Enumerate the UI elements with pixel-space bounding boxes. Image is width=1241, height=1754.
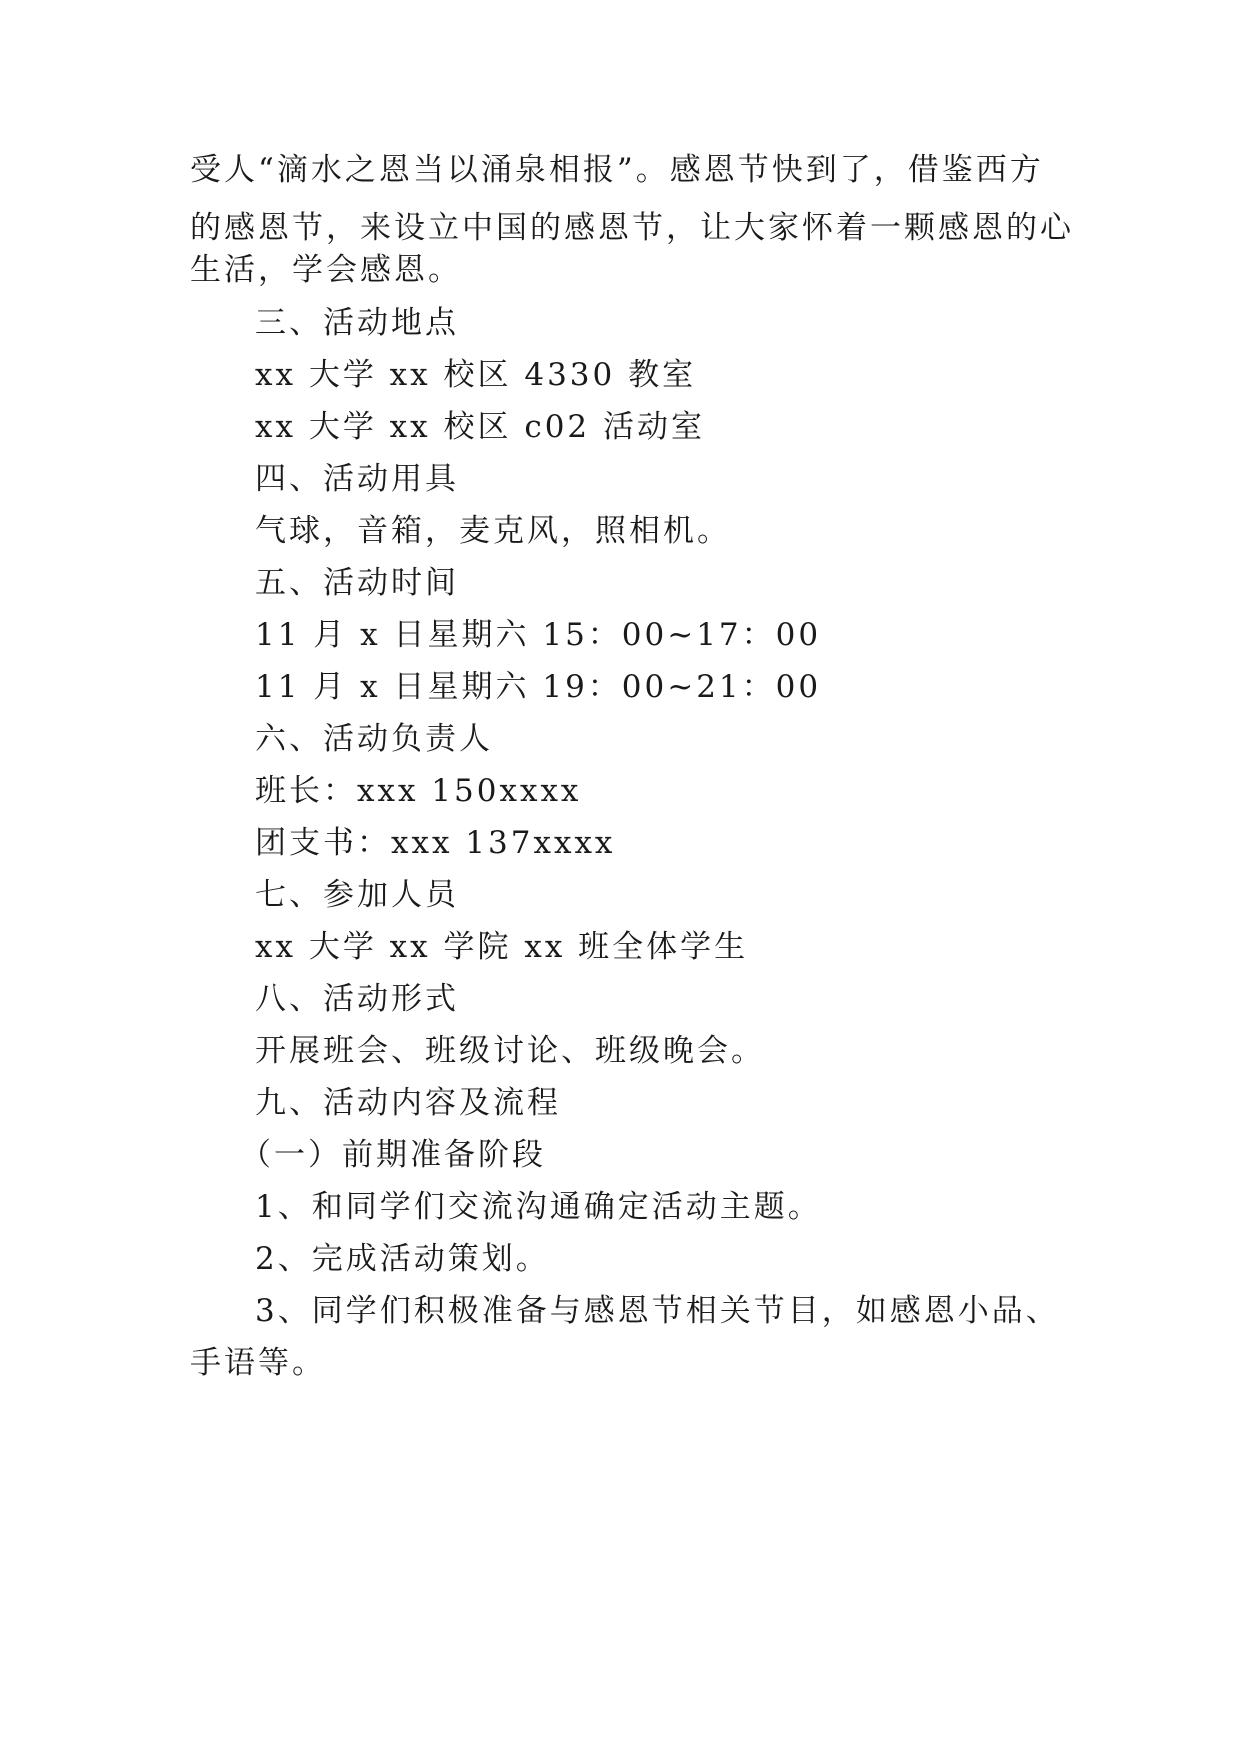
supplies-heading: 四、活动用具 — [255, 461, 459, 497]
content-heading: 九、活动内容及流程 — [255, 1085, 561, 1121]
intro-line-2: 的感恩节，来设立中国的感恩节，让大家怀着一颗感恩的心 — [190, 210, 1074, 246]
intro-line-3: 生活，学会感恩。 — [190, 252, 462, 288]
supplies-text: 气球，音箱，麦克风，照相机。 — [255, 513, 731, 549]
time-heading: 五、活动时间 — [255, 565, 459, 601]
content-step-3-cont: 手语等。 — [190, 1345, 326, 1381]
location-item-2: xx 大学 xx 校区 c02 活动室 — [255, 409, 706, 445]
participants-text: xx 大学 xx 学院 xx 班全体学生 — [255, 929, 749, 965]
content-subheading: （一）前期准备阶段 — [240, 1137, 546, 1173]
format-text: 开展班会、班级讨论、班级晚会。 — [255, 1033, 765, 1069]
content-step-2: 2、完成活动策划。 — [255, 1241, 550, 1277]
location-item-1: xx 大学 xx 校区 4330 教室 — [255, 357, 697, 393]
location-heading: 三、活动地点 — [255, 305, 459, 341]
intro-line-1: 受人“滴水之恩当以涌泉相报”。感恩节快到了，借鉴西方 — [190, 152, 1044, 188]
leader-league-secretary: 团支书：xxx 137xxxx — [255, 825, 616, 861]
time-item-1: 11 月 x 日星期六 15：00~17：00 — [255, 617, 822, 653]
participants-heading: 七、参加人员 — [255, 877, 459, 913]
leader-monitor: 班长：xxx 150xxxx — [255, 773, 582, 809]
time-item-2: 11 月 x 日星期六 19：00~21：00 — [255, 669, 822, 705]
content-step-1: 1、和同学们交流沟通确定活动主题。 — [255, 1189, 822, 1225]
leaders-heading: 六、活动负责人 — [255, 721, 493, 757]
format-heading: 八、活动形式 — [255, 981, 459, 1017]
content-step-3: 3、同学们积极准备与感恩节相关节目，如感恩小品、 — [255, 1293, 1060, 1329]
